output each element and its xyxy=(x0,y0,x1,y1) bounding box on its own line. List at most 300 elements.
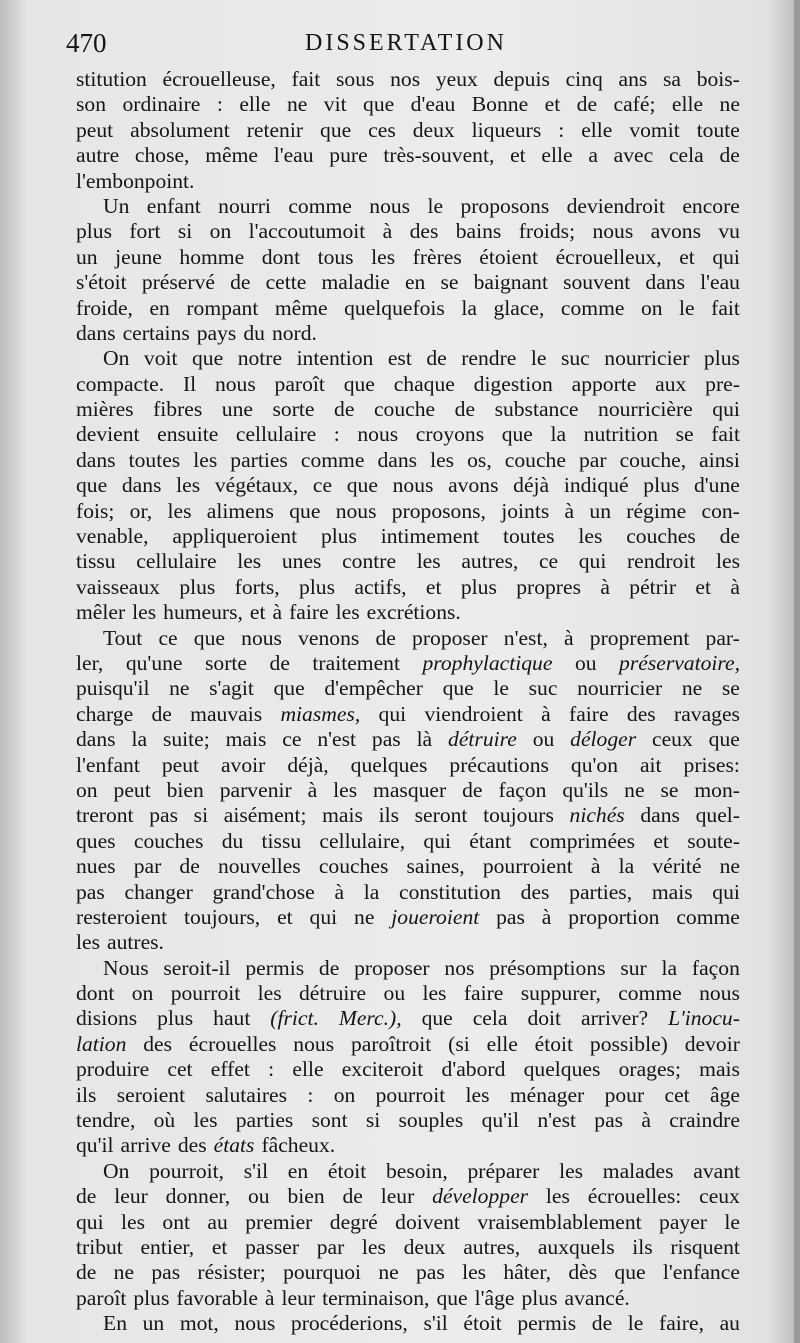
word: toujours, xyxy=(184,904,261,929)
word: que xyxy=(76,473,108,498)
word: le xyxy=(679,295,695,320)
word: souvent xyxy=(563,270,631,295)
word: à xyxy=(264,1285,275,1310)
word: nous xyxy=(392,473,434,498)
text-line xyxy=(76,1184,740,1209)
text-line xyxy=(76,1108,740,1133)
word: ordinaire xyxy=(122,92,201,117)
word: les xyxy=(167,498,192,523)
word: homme xyxy=(179,244,245,269)
word: ne xyxy=(169,676,190,701)
word: proposons xyxy=(460,193,550,218)
word: sorte xyxy=(205,650,247,675)
word: écrouelles: xyxy=(587,1184,682,1209)
text-line xyxy=(76,880,740,905)
word: paroîtroit xyxy=(350,1031,432,1056)
word: écrouelles xyxy=(188,1031,277,1056)
word: proprement xyxy=(589,625,690,650)
word: mières xyxy=(76,397,134,422)
text-line xyxy=(76,1311,740,1336)
word: tendre, xyxy=(76,1108,136,1133)
word: de xyxy=(426,346,447,371)
word: étant xyxy=(469,828,512,853)
word: comme xyxy=(560,295,625,320)
text-line xyxy=(76,1133,740,1158)
text-line xyxy=(76,422,740,447)
word: indiqué xyxy=(563,473,629,498)
text-line xyxy=(76,397,740,422)
word: étoit xyxy=(327,1158,367,1183)
word: nord. xyxy=(271,320,317,345)
word: avancé. xyxy=(564,1285,630,1310)
word: par xyxy=(133,854,162,879)
word: autres, xyxy=(463,1234,521,1259)
word: vit xyxy=(323,92,347,117)
word: s'il xyxy=(243,1158,269,1183)
word: arrive xyxy=(120,1133,171,1158)
word: cela xyxy=(472,1006,508,1031)
word: que xyxy=(192,346,224,371)
word: pourroient xyxy=(482,854,573,879)
word: les xyxy=(237,549,262,574)
word: qu'une xyxy=(125,650,183,675)
word: tissu xyxy=(76,549,116,574)
word: elle xyxy=(239,92,271,117)
text-line xyxy=(76,930,740,955)
word: plus xyxy=(320,524,357,549)
word: résister; xyxy=(197,1260,266,1285)
text-line xyxy=(76,1032,740,1057)
word: parties xyxy=(230,447,288,472)
word: nous xyxy=(335,498,377,523)
word: nous xyxy=(241,625,282,650)
word: les xyxy=(371,244,396,269)
word: au xyxy=(207,1209,228,1234)
word: un xyxy=(589,498,611,523)
word: avec xyxy=(613,143,654,168)
text-line xyxy=(76,651,740,676)
word: plus xyxy=(299,574,336,599)
word: pas xyxy=(496,904,525,929)
word: les xyxy=(176,473,201,498)
word: doivent xyxy=(395,1209,460,1234)
word: liqueurs xyxy=(471,117,542,142)
word: deux xyxy=(403,1234,446,1259)
word: une xyxy=(221,397,253,422)
word: quel- xyxy=(695,803,740,828)
word: de xyxy=(719,524,740,549)
word: de xyxy=(591,1311,613,1336)
word: qui xyxy=(712,244,740,269)
word: et xyxy=(544,92,561,117)
word: autre xyxy=(76,143,120,168)
word: de xyxy=(269,650,290,675)
word: on xyxy=(209,219,232,244)
word: pourroit, xyxy=(149,1158,225,1183)
word: puisqu'il xyxy=(76,676,150,701)
word: nourricier xyxy=(604,346,690,371)
word: pas xyxy=(416,1260,445,1285)
word: qui xyxy=(309,904,338,929)
word: si xyxy=(193,803,209,828)
word: préparer xyxy=(467,1158,540,1183)
word: ler, xyxy=(76,650,104,675)
word: des xyxy=(520,879,550,904)
word: changer xyxy=(124,879,193,904)
word: couche, xyxy=(619,447,687,472)
word: avons xyxy=(650,219,701,244)
word: ques xyxy=(76,828,116,853)
word: quelques xyxy=(523,1057,601,1082)
word: en xyxy=(149,295,170,320)
text-line xyxy=(76,829,740,854)
word: les xyxy=(578,524,603,549)
word: proposer xyxy=(412,625,488,650)
word: les xyxy=(335,600,360,625)
text-line xyxy=(76,245,740,270)
word: proportion xyxy=(568,904,660,929)
word: nous xyxy=(234,1311,276,1336)
word: mot, xyxy=(179,1311,219,1336)
word: malades xyxy=(602,1158,674,1183)
word: chaque xyxy=(393,371,455,396)
word: ont xyxy=(162,1209,190,1234)
word: plus xyxy=(460,574,497,599)
word: sont xyxy=(311,1108,348,1133)
text-line xyxy=(76,321,740,346)
word: comme xyxy=(618,981,682,1006)
text-line xyxy=(76,981,740,1006)
word: cet xyxy=(167,1057,193,1082)
word: de xyxy=(151,701,172,726)
word: digestion xyxy=(473,371,553,396)
text-line xyxy=(76,143,740,168)
word: proposons, xyxy=(391,498,486,523)
word: bois- xyxy=(696,67,740,91)
word: de xyxy=(375,625,396,650)
word: bien xyxy=(166,777,204,802)
word: On xyxy=(103,346,130,371)
text-line xyxy=(76,346,740,371)
word: cellulaire xyxy=(136,549,217,574)
word: depuis xyxy=(493,67,550,91)
word: jeune xyxy=(115,244,162,269)
word: nues xyxy=(76,854,116,879)
word: n'est, xyxy=(503,625,548,650)
word: faire xyxy=(289,600,329,625)
word: nous xyxy=(293,1031,335,1056)
word: nourri xyxy=(218,193,271,218)
word: elle xyxy=(671,92,704,117)
word: seroit-il xyxy=(163,955,231,980)
word: lation xyxy=(76,1031,127,1056)
word: de xyxy=(318,955,340,980)
text-line xyxy=(76,118,740,143)
word: besoin, xyxy=(385,1158,448,1183)
text-line xyxy=(76,67,740,92)
word: à xyxy=(564,625,574,650)
word: l'accoutumoit xyxy=(248,219,366,244)
running-title: DISSERTATION xyxy=(305,30,507,56)
word: sur xyxy=(620,955,647,980)
word: de xyxy=(462,777,483,802)
word: les xyxy=(193,447,218,472)
word: pourquoi xyxy=(283,1260,362,1285)
word: yeux xyxy=(435,67,478,91)
word: ce xyxy=(282,727,302,752)
word: arriver? xyxy=(581,1006,649,1031)
word: détruire xyxy=(299,981,367,1006)
word: le xyxy=(493,676,509,701)
word: unes xyxy=(281,549,322,574)
word: nouvelles xyxy=(217,854,301,879)
word: suc xyxy=(560,346,590,371)
text-line xyxy=(76,372,740,397)
word: ces xyxy=(368,117,396,142)
text-line xyxy=(76,92,740,117)
word: vraisemblablement xyxy=(477,1209,642,1234)
word: aux xyxy=(655,371,687,396)
word: risquent xyxy=(670,1234,740,1259)
word: dans xyxy=(640,803,680,828)
word: dont xyxy=(76,981,115,1006)
word: devient xyxy=(76,422,140,447)
word: froide, xyxy=(76,295,133,320)
word: les xyxy=(416,549,441,574)
word: tous xyxy=(317,244,354,269)
word: salutaires xyxy=(205,1082,287,1107)
word: resteroient xyxy=(76,904,168,929)
word: toujours xyxy=(483,803,554,828)
word: exciteroit xyxy=(341,1057,424,1082)
word: nichés xyxy=(569,803,625,828)
word: et xyxy=(277,904,293,929)
word: grand'chose xyxy=(212,879,315,904)
word: or, xyxy=(129,498,153,523)
text-line xyxy=(76,473,740,498)
word: permis xyxy=(245,955,305,980)
word: nous xyxy=(357,422,399,447)
word: que xyxy=(614,1260,646,1285)
word: ceux xyxy=(652,727,693,752)
word: les xyxy=(193,1108,218,1133)
word: elle xyxy=(541,143,573,168)
word: végétaux, xyxy=(214,473,299,498)
word: fait xyxy=(711,295,740,320)
word: charge xyxy=(76,701,134,726)
word: produire xyxy=(76,1057,150,1082)
word: de xyxy=(719,143,740,168)
word: à xyxy=(541,904,552,929)
word: que xyxy=(421,1006,453,1031)
word: un xyxy=(142,1311,165,1336)
word: aisément; xyxy=(223,803,307,828)
word: tissu xyxy=(261,828,302,853)
word: degré xyxy=(329,1209,378,1234)
word: un xyxy=(76,244,98,269)
word: avoir xyxy=(220,752,266,777)
word: plus xyxy=(703,346,740,371)
word: substance xyxy=(494,397,579,422)
word: constitution xyxy=(399,879,501,904)
word: masquer xyxy=(373,777,447,802)
word: cinq xyxy=(565,67,603,91)
word: préservé xyxy=(141,270,215,295)
word: la xyxy=(661,955,678,980)
word: Merc.), xyxy=(338,1006,402,1031)
word: que xyxy=(273,676,305,701)
word: venons xyxy=(298,625,360,650)
word: chose, xyxy=(134,143,190,168)
word: certains xyxy=(122,320,190,345)
word: cellulaire, xyxy=(319,828,406,853)
word: pétrir xyxy=(629,574,677,599)
word: d'empêcher xyxy=(324,676,423,701)
word: cet xyxy=(664,1082,690,1107)
word: (frict. xyxy=(270,1006,319,1031)
word: fait xyxy=(711,422,740,447)
word: les xyxy=(257,981,282,1006)
word: dans xyxy=(645,270,685,295)
word: de xyxy=(454,397,476,422)
word: couches xyxy=(133,828,204,853)
word: couche xyxy=(504,447,566,472)
word: nous xyxy=(369,193,411,218)
word: terminaison, xyxy=(322,1285,430,1310)
word: même xyxy=(205,143,258,168)
word: peut xyxy=(161,752,199,777)
word: dans xyxy=(377,447,418,472)
word: pure xyxy=(329,143,368,168)
word: autres. xyxy=(107,930,164,955)
text-line xyxy=(76,270,740,295)
word: de xyxy=(179,854,200,879)
word: ménager xyxy=(509,1082,585,1107)
word: suite; xyxy=(162,727,210,752)
word: qu'il xyxy=(481,1108,520,1133)
word: vaisseaux xyxy=(76,574,160,599)
word: vu xyxy=(718,219,740,244)
text-line xyxy=(76,1235,740,1260)
word: procéderions, xyxy=(290,1311,408,1336)
word: préservatoire, xyxy=(619,650,740,675)
word: cette xyxy=(265,270,307,295)
text-line xyxy=(76,219,740,244)
word: Nous xyxy=(103,955,149,980)
text-line xyxy=(76,296,740,321)
word: plus xyxy=(179,574,216,599)
word: couche xyxy=(373,397,436,422)
word: étoit xyxy=(534,1031,574,1056)
word: orages; xyxy=(618,1057,681,1082)
word: nourricier xyxy=(577,676,663,701)
word: avons xyxy=(448,473,499,498)
word: actifs, xyxy=(354,574,407,599)
word: passer xyxy=(245,1234,300,1259)
word: ils xyxy=(378,803,399,828)
text-line xyxy=(76,499,740,524)
word: à xyxy=(334,879,345,904)
text-line xyxy=(76,702,740,727)
word: os, xyxy=(467,447,492,472)
word: propres xyxy=(516,574,581,599)
word: et xyxy=(211,1234,228,1259)
word: présomptions xyxy=(489,955,606,980)
word: la xyxy=(131,727,148,752)
word: nos xyxy=(444,955,475,980)
word: Un xyxy=(103,193,130,218)
word: rompant xyxy=(186,295,259,320)
word: seront xyxy=(414,803,468,828)
word: son xyxy=(76,92,106,117)
text-line xyxy=(76,626,740,651)
word: si xyxy=(365,1108,381,1133)
word: la xyxy=(363,879,380,904)
word: le xyxy=(724,1209,740,1234)
word: encore xyxy=(682,193,740,218)
word: toutes xyxy=(128,447,181,472)
word: les xyxy=(76,930,100,955)
word: contre xyxy=(342,549,397,574)
word: qu'il xyxy=(76,1133,114,1158)
word: déjà xyxy=(513,473,550,498)
word: humeurs, xyxy=(163,600,243,625)
word: le xyxy=(627,1311,644,1336)
word: elle xyxy=(486,1031,518,1056)
word: intimement xyxy=(380,524,480,549)
text-line xyxy=(76,524,740,549)
word: ou xyxy=(574,650,597,675)
word: de xyxy=(576,92,598,117)
word: toutes xyxy=(502,524,555,549)
word: nous xyxy=(592,219,634,244)
word: et xyxy=(425,574,442,599)
text-line xyxy=(76,1057,740,1082)
word: donner, xyxy=(165,1184,231,1209)
word: l'embonpoint. xyxy=(76,168,195,193)
word: mais xyxy=(699,1057,740,1082)
word: s'agit xyxy=(209,676,254,701)
word: leur xyxy=(114,1184,148,1209)
word: nourricière xyxy=(598,397,693,422)
scan-edge xyxy=(794,0,800,1343)
word: On xyxy=(103,1158,130,1183)
word: effet xyxy=(210,1057,250,1082)
word: nous xyxy=(699,981,740,1006)
word: glace, xyxy=(493,295,545,320)
word: que xyxy=(436,1285,468,1310)
word: en xyxy=(287,1158,309,1183)
word: de xyxy=(230,270,251,295)
word: à xyxy=(590,854,601,879)
word: on xyxy=(640,295,663,320)
word: de xyxy=(342,1184,363,1209)
word: Tout xyxy=(103,625,143,650)
word: le xyxy=(530,346,547,371)
word: souples xyxy=(398,1108,464,1133)
word: bains xyxy=(455,219,502,244)
word: : xyxy=(216,92,223,117)
word: seroient xyxy=(116,1082,186,1107)
word: traitement xyxy=(312,650,400,675)
word: appliqueroient xyxy=(172,524,298,549)
word: mauvais xyxy=(190,701,263,726)
word: ans xyxy=(618,67,648,91)
word: pour xyxy=(604,1082,645,1107)
word: les xyxy=(361,1234,386,1259)
word: deux xyxy=(412,117,455,142)
word: proposer xyxy=(354,955,430,980)
